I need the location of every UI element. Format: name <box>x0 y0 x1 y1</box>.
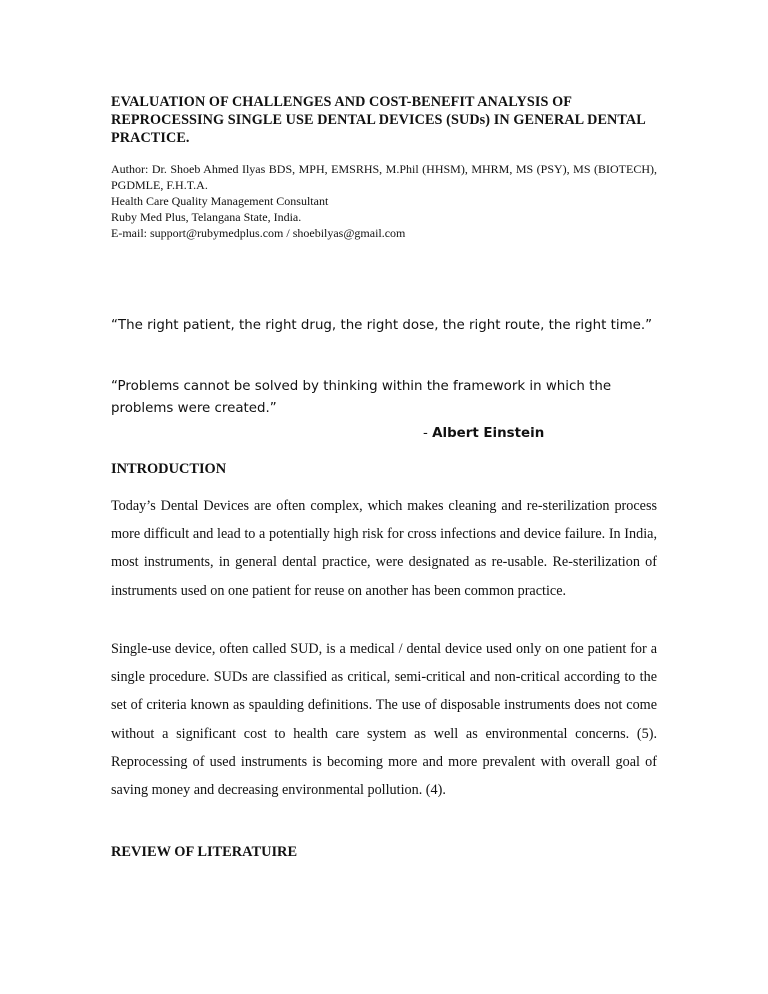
section-heading-review: REVIEW OF LITERATUIRE <box>111 844 298 860</box>
epigraph-quote-2: “Problems cannot be solved by thinking within the framework in which the problems were created.” <box>111 379 612 417</box>
affiliation-role: Health Care Quality Management Consultant <box>111 194 329 208</box>
document-page <box>111 0 657 994</box>
paper-title: EVALUATION OF CHALLENGES AND COST-BENEFIT ANALYSIS OF REPROCESSING SINGLE USE DENTAL DEVICES (SUDs) IN GENERAL DENTAL PRACTICE. <box>111 94 645 146</box>
quote-attribution <box>423 424 544 444</box>
section-heading-introduction: INTRODUCTION <box>111 461 227 477</box>
attribution-dash: - <box>423 426 428 441</box>
author-line: Author: Dr. Shoeb Ahmed Ilyas BDS, MPH, EMSRHS, M.Phil (HHSM), MHRM, MS (PSY), MS (BIOTECH), PGDMLE, F.H.T.A. <box>111 162 657 192</box>
author-email: E-mail: support@rubymedplus.com / shoebilyas@gmail.com <box>111 226 406 240</box>
epigraph-quote-1: “The right patient, the right drug, the right dose, the right route, the right time.” <box>111 318 653 334</box>
affiliation-org: Ruby Med Plus, Telangana State, India. <box>111 210 302 224</box>
author-block <box>111 161 657 241</box>
introduction-paragraph-1: Today’s Dental Devices are often complex, which makes cleaning and re-sterilization process more difficult and lead to a potentially high risk for cross infections and device failure. In India, most instruments, in general dental practice, were designated as re-usable. Re-sterilization of instruments used on one patient for reuse on another has been common practice. <box>111 498 657 599</box>
introduction-paragraph-2: Single-use device, often called SUD, is a medical / dental device used only on one patient for a single procedure. SUDs are classified as critical, semi-critical and non-critical according to the set of criteria known as spaulding definitions. The use of disposable instruments does not come without a significant cost to health care system as well as environmental concerns. (5). Reprocessing of used instruments is becoming more and more prevalent with overall goal of saving money and decreasing environmental pollution. (4). <box>111 641 657 799</box>
attribution-name: Albert Einstein <box>432 426 545 441</box>
